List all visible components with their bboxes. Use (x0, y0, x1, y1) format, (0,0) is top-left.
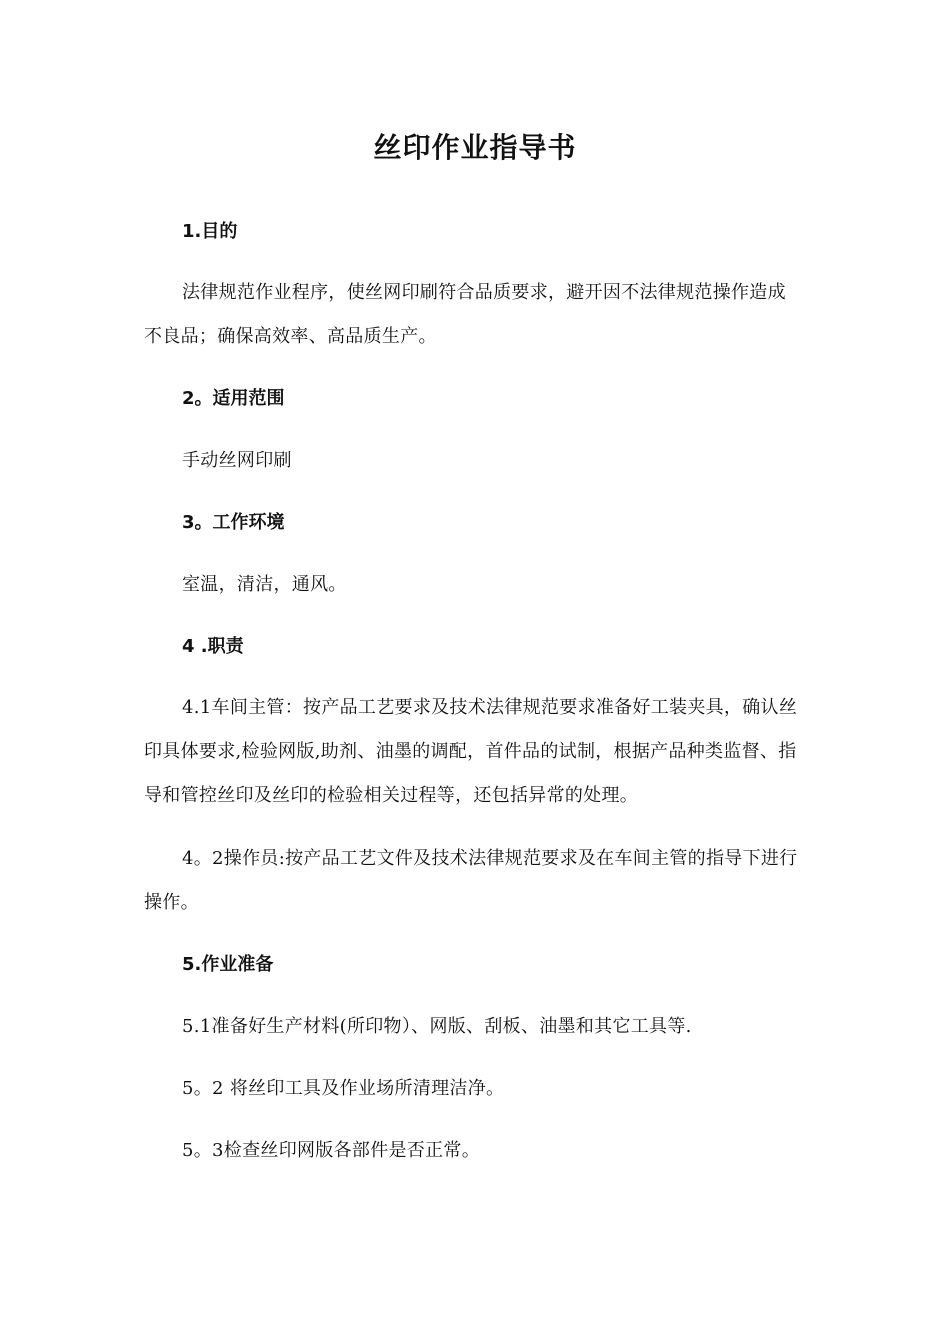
section-heading-responsibilities: 4 .职责 (182, 636, 244, 657)
document-title: 丝印作业指导书 (373, 131, 577, 164)
section-body-environment: 室温，清洁，通风。 (182, 574, 347, 595)
preparation-item-3: 5。3检查丝印网版各部件是否正常。 (182, 1140, 481, 1161)
responsibility-workshop-supervisor: 4.1车间主管：按产品工艺要求及技术法律规范要求准备好工装夹具，确认丝印具体要求,检验网版,助剂、油墨的调配，首件品的试制，根据产品种类监督、指导和管控丝印及丝印的检验相关过程等，还包括异常的处理。 (144, 697, 798, 806)
responsibility-operator: 4。2操作员:按产品工艺文件及技术法律规范要求及在车间主管的指导下进行操作。 (144, 848, 798, 913)
section-heading-scope: 2。适用范围 (182, 388, 285, 409)
section-heading-environment: 3。工作环境 (182, 512, 285, 533)
section-heading-purpose: 1.目的 (182, 221, 238, 242)
section-body-purpose: 法律规范作业程序，使丝网印刷符合品质要求，避开因不法律规范操作造成不良品；确保高效率、高品质生产。 (144, 282, 786, 347)
section-body-scope: 手动丝网印刷 (182, 450, 292, 471)
preparation-item-2: 5。2 将丝印工具及作业场所清理洁净。 (182, 1078, 505, 1099)
preparation-item-1: 5.1准备好生产材料(所印物）、网版、刮板、油墨和其它工具等. (182, 1016, 692, 1037)
section-heading-preparation: 5.作业准备 (182, 954, 274, 975)
